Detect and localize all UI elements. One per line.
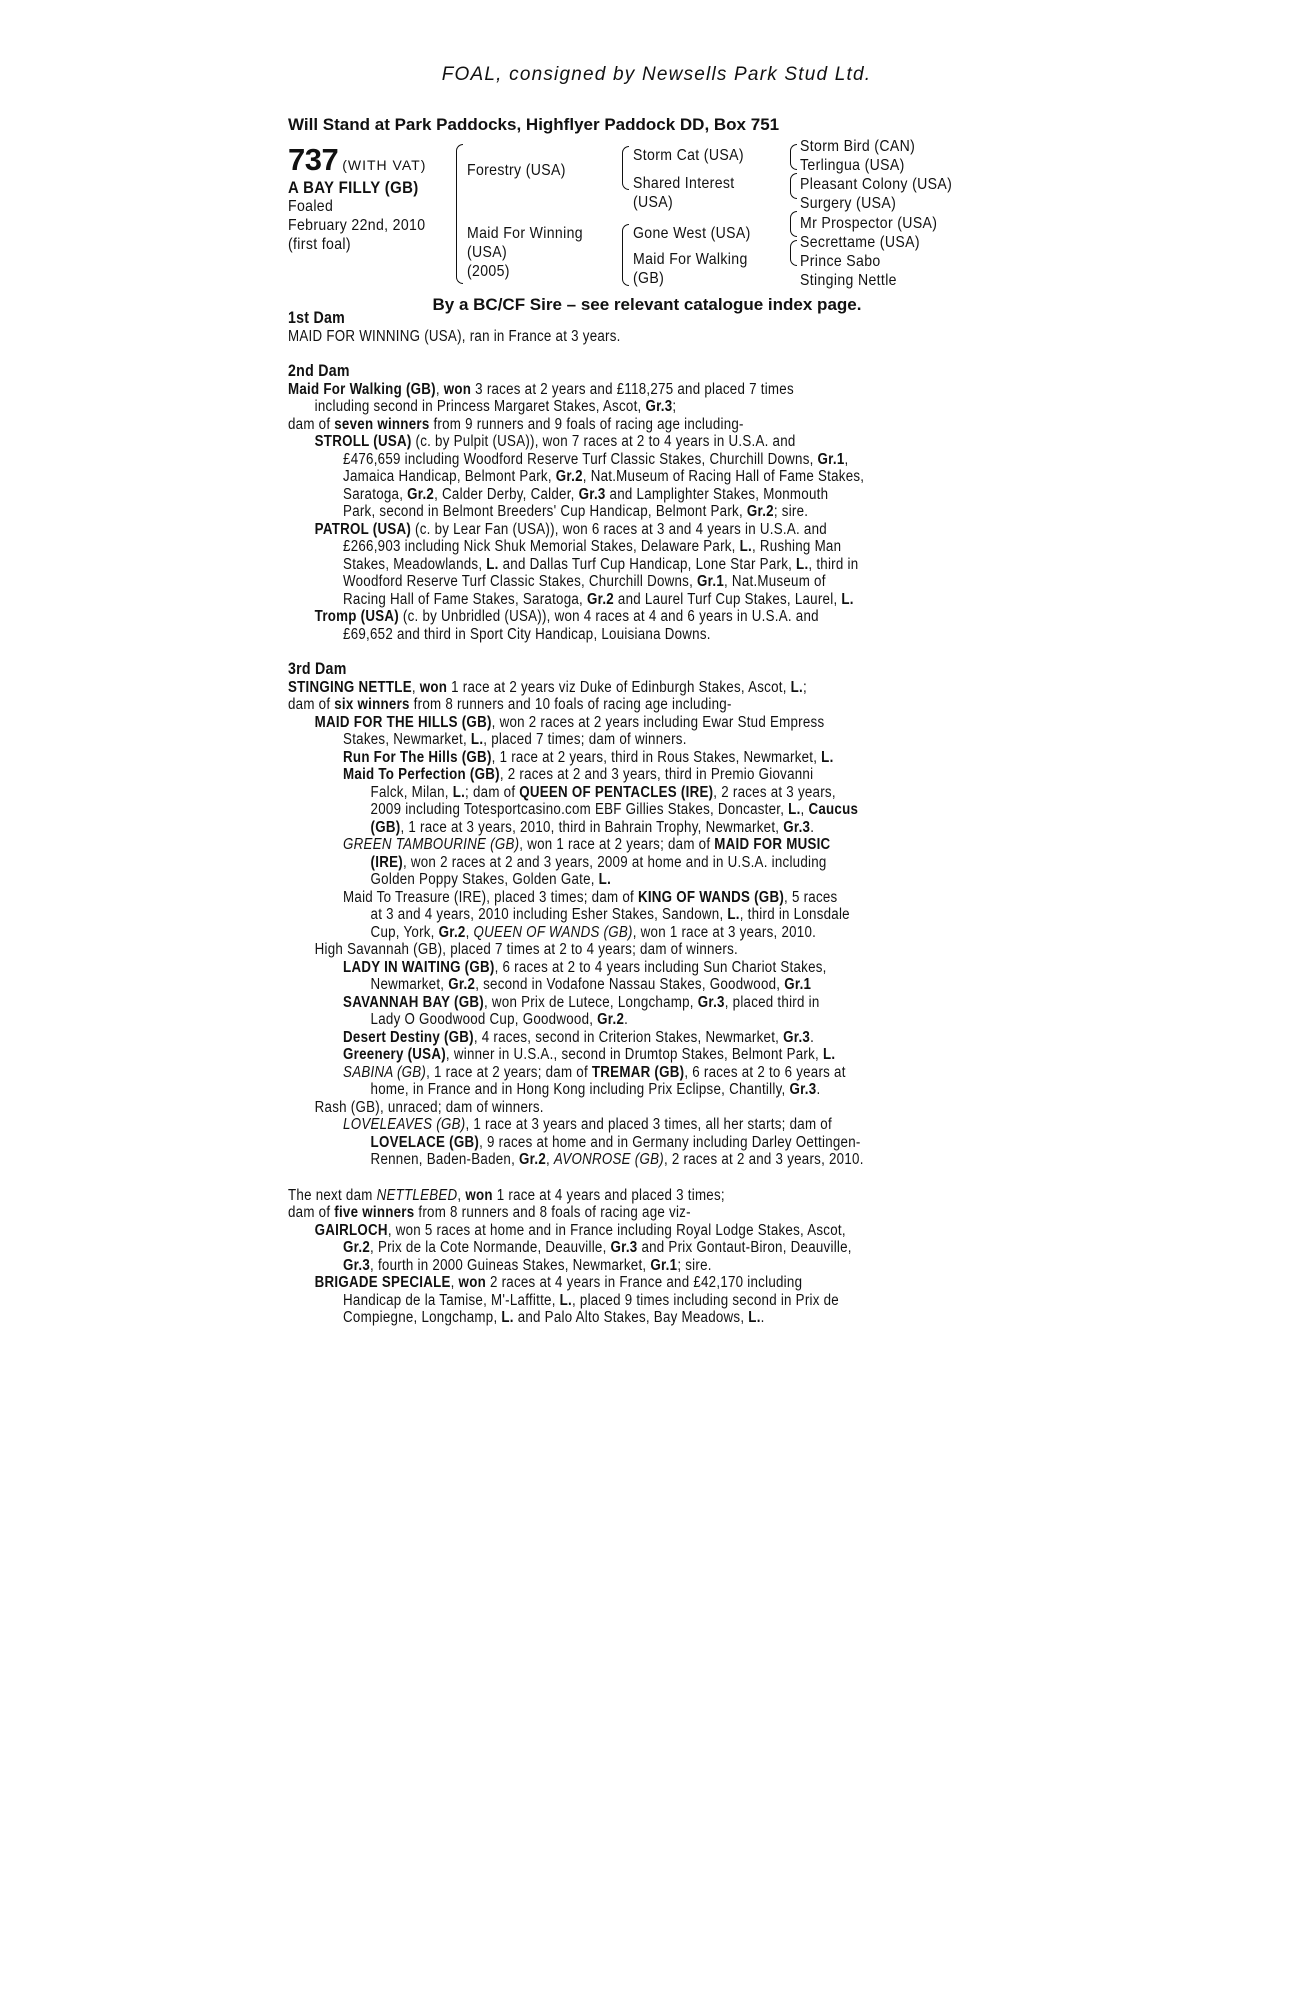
produce-entry-cont: Lady O Goodwood Cup, Goodwood, Gr.2. <box>370 1011 629 1028</box>
produce-entry: PATROL (USA) (c. by Lear Fan (USA)), won 6 races at 3 and 4 years in U.S.A. and <box>314 520 827 538</box>
produce-entry-cont: Park, second in Belmont Breeders' Cup Handicap, Belmont Park, Gr.2; sire. <box>343 503 809 520</box>
dam3-produce-summary: dam of six winners from 8 runners and 10 foals of racing age including- <box>288 696 732 713</box>
produce-entry-cont: (IRE), won 2 races at 2 and 3 years, 2009 at home and in U.S.A. including <box>370 853 827 871</box>
produce-entry-cont: Gr.2, Prix de la Cote Normande, Deauville, Gr.3 and Prix Gontaut-Biron, Deauville, <box>343 1239 852 1256</box>
produce-entry-cont: Woodford Reserve Turf Classic Stakes, Churchill Downs, Gr.1, Nat.Museum of <box>343 573 826 590</box>
ped-ss: Storm Cat (USA) <box>633 147 744 164</box>
produce-entry-cont: £266,903 including Nick Shuk Memorial Stakes, Delaware Park, L., Rushing Man <box>343 538 842 555</box>
ped-ds: Gone West (USA) <box>633 225 751 242</box>
lot-number: 737 <box>288 142 339 177</box>
ped-sd-line1: Shared Interest <box>633 175 735 192</box>
dam4-line: The next dam NETTLEBED, won 1 race at 4 years and placed 3 times; <box>288 1186 725 1204</box>
produce-entry: GREEN TAMBOURINE (GB), won 1 race at 2 years; dam of MAID FOR MUSIC <box>343 836 831 853</box>
dam2-line: Maid For Walking (GB), won 3 races at 2 years and £118,275 and placed 7 times <box>288 380 794 398</box>
produce-entry-cont: at 3 and 4 years, 2010 including Esher Stakes, Sandown, L., third in Lonsdale <box>370 906 850 923</box>
produce-entry-cont: home, in France and in Hong Kong including Prix Eclipse, Chantilly, Gr.3. <box>370 1081 821 1098</box>
produce-entry: BRIGADE SPECIALE, won 2 races at 4 years in France and £42,170 including <box>314 1274 803 1291</box>
produce-entry-cont: 2009 including Totesportcasino.com EBF Gillies Stakes, Doncaster, L., Caucus <box>370 801 859 818</box>
dam2-produce-summary: dam of seven winners from 9 runners and 9 foals of racing age including- <box>288 415 744 433</box>
produce-entry-cont: Compiegne, Longchamp, L. and Palo Alto Stakes, Bay Meadows, L.. <box>343 1309 765 1326</box>
produce-entry: LADY IN WAITING (GB), 6 races at 2 to 4 years including Sun Chariot Stakes, <box>343 958 827 976</box>
brace-ss <box>790 144 797 170</box>
animal-details <box>288 178 425 254</box>
produce-entry-cont: Jamaica Handicap, Belmont Park, Gr.2, Nat.Museum of Racing Hall of Fame Stakes, <box>343 468 865 485</box>
ped-sdd: Surgery (USA) <box>800 195 897 212</box>
ped-dd <box>633 250 748 288</box>
lot-vat: (WITH VAT) <box>342 157 427 173</box>
produce-entry: Rash (GB), unraced; dam of winners. <box>314 1098 544 1116</box>
produce-entry-cont: Stakes, Meadowlands, L. and Dallas Turf Cup Handicap, Lone Star Park, L., third in <box>343 555 859 573</box>
consignor-title: FOAL, consigned by Newsells Park Stud Ltd. <box>441 64 872 85</box>
produce-entry: SABINA (GB), 1 race at 2 years; dam of TREMAR (GB), 6 races at 2 to 6 years at <box>343 1063 846 1081</box>
produce-entry: Greenery (USA), winner in U.S.A., second in Drumtop Stakes, Belmont Park, L. <box>343 1046 836 1063</box>
ped-dam-line1: Maid For Winning <box>467 225 583 242</box>
produce-entry: High Savannah (GB), placed 7 times at 2 to 4 years; dam of winners. <box>314 941 738 958</box>
produce-entry-cont: £476,659 including Woodford Reserve Turf Classic Stakes, Churchill Downs, Gr.1, <box>343 450 849 468</box>
produce-entry: GAIRLOCH, won 5 races at home and in France including Royal Lodge Stakes, Ascot, <box>314 1221 846 1239</box>
produce-entry-cont: Newmarket, Gr.2, second in Vodafone Nassau Stakes, Goodwood, Gr.1 <box>370 976 812 993</box>
ped-dds: Prince Sabo <box>800 253 881 270</box>
produce-entry: Tromp (USA) (c. by Unbridled (USA)), won 4 races at 4 and 6 years in U.S.A. and <box>314 608 819 625</box>
ped-dam <box>467 224 583 281</box>
dam2-line: including second in Princess Margaret Stakes, Ascot, Gr.3; <box>314 398 677 415</box>
produce-entry: Run For The Hills (GB), 1 race at 2 years, third in Rous Stakes, Newmarket, L. <box>343 748 834 766</box>
ped-dd-line2: (GB) <box>633 270 665 287</box>
produce-entry: Maid To Treasure (IRE), placed 3 times; dam of KING OF WANDS (GB), 5 races <box>343 888 838 906</box>
produce-entry-cont: (GB), 1 race at 3 years, 2010, third in Bahrain Trophy, Newmarket, Gr.3. <box>370 818 815 836</box>
ped-dd-line1: Maid For Walking <box>633 251 748 268</box>
ped-dsd: Secrettame (USA) <box>800 234 920 251</box>
dam4-produce-summary: dam of five winners from 8 runners and 8 foals of racing age viz- <box>288 1204 691 1221</box>
brace-sire <box>622 146 629 190</box>
produce-entry-cont: Saratoga, Gr.2, Calder Derby, Calder, Gr.3 and Lamplighter Stakes, Monmouth <box>343 485 829 503</box>
sire-note: By a BC/CF Sire – see relevant catalogue index page. <box>432 295 862 314</box>
produce-entry-cont: Rennen, Baden-Baden, Gr.2, AVONROSE (GB), 2 races at 2 and 3 years, 2010. <box>370 1151 864 1168</box>
brace-ds <box>790 211 797 237</box>
produce-entry: LOVELEAVES (GB), 1 race at 3 years and placed 3 times, all her starts; dam of <box>343 1116 832 1133</box>
produce-entry-cont: Falck, Milan, L.; dam of QUEEN OF PENTACLES (IRE), 2 races at 3 years, <box>370 783 836 801</box>
brace-dd <box>790 240 797 266</box>
brace-gen1 <box>456 144 463 284</box>
ped-dam-line2: (USA) <box>467 244 508 261</box>
produce-entry: SAVANNAH BAY (GB), won Prix de Lutece, Longchamp, Gr.3, placed third in <box>343 993 820 1011</box>
dam2-heading: 2nd Dam <box>288 362 350 380</box>
ped-dam-line3: (2005) <box>467 263 510 280</box>
dam1-text: MAID FOR WINNING (USA), ran in France at 3 years. <box>288 327 621 345</box>
produce-entry: MAID FOR THE HILLS (GB), won 2 races at 2 years including Ewar Stud Empress <box>314 713 825 731</box>
foal-note: (first foal) <box>288 236 351 253</box>
foaled-label: Foaled <box>288 198 334 215</box>
produce-entry-cont: Handicap de la Tamise, M'-Laffitte, L., placed 9 times including second in Prix de <box>343 1291 839 1309</box>
lot-header <box>288 142 426 178</box>
dam-lines <box>288 310 1006 1327</box>
ped-sd-line2: (USA) <box>633 194 674 211</box>
brace-dam <box>622 224 629 286</box>
ped-sire: Forestry (USA) <box>467 162 566 179</box>
ped-dss: Mr Prospector (USA) <box>800 215 938 232</box>
produce-entry-cont: Gr.3, fourth in 2000 Guineas Stakes, Newmarket, Gr.1; sire. <box>343 1256 712 1274</box>
animal-name: A BAY FILLY (GB) <box>288 178 419 197</box>
dam1-heading: 1st Dam <box>288 309 346 327</box>
ped-sd <box>633 174 735 212</box>
ped-ssd: Terlingua (USA) <box>800 157 905 174</box>
produce-entry-cont: Golden Poppy Stakes, Golden Gate, L. <box>370 871 612 888</box>
dam3-heading: 3rd Dam <box>288 660 347 678</box>
stand-location: Will Stand at Park Paddocks, Highflyer Paddock DD, Box 751 <box>288 115 780 134</box>
produce-entry-cont: Cup, York, Gr.2, QUEEN OF WANDS (GB), won 1 race at 3 years, 2010. <box>370 923 817 941</box>
produce-entry-cont: LOVELACE (GB), 9 races at home and in Germany including Darley Oettingen- <box>370 1133 861 1151</box>
produce-entry-cont: £69,652 and third in Sport City Handicap, Louisiana Downs. <box>343 625 711 643</box>
ped-sss: Storm Bird (CAN) <box>800 138 916 155</box>
dam3-line: STINGING NETTLE, won 1 race at 2 years viz Duke of Edinburgh Stakes, Ascot, L.; <box>288 678 807 696</box>
produce-entry: STROLL (USA) (c. by Pulpit (USA)), won 7 races at 2 to 4 years in U.S.A. and <box>314 433 796 450</box>
ped-sds: Pleasant Colony (USA) <box>800 176 953 193</box>
produce-entry: Desert Destiny (GB), 4 races, second in Criterion Stakes, Newmarket, Gr.3. <box>343 1028 815 1046</box>
produce-entry: Maid To Perfection (GB), 2 races at 2 and 3 years, third in Premio Giovanni <box>343 766 814 783</box>
produce-entry-cont: Stakes, Newmarket, L., placed 7 times; dam of winners. <box>343 731 687 748</box>
ped-ddd: Stinging Nettle <box>800 272 897 289</box>
produce-entry-cont: Racing Hall of Fame Stakes, Saratoga, Gr.2 and Laurel Turf Cup Stakes, Laurel, L. <box>343 590 854 608</box>
brace-sd <box>790 173 797 199</box>
dam2-name: Maid For Walking (GB) <box>288 380 436 398</box>
foaled-date: February 22nd, 2010 <box>288 217 426 234</box>
